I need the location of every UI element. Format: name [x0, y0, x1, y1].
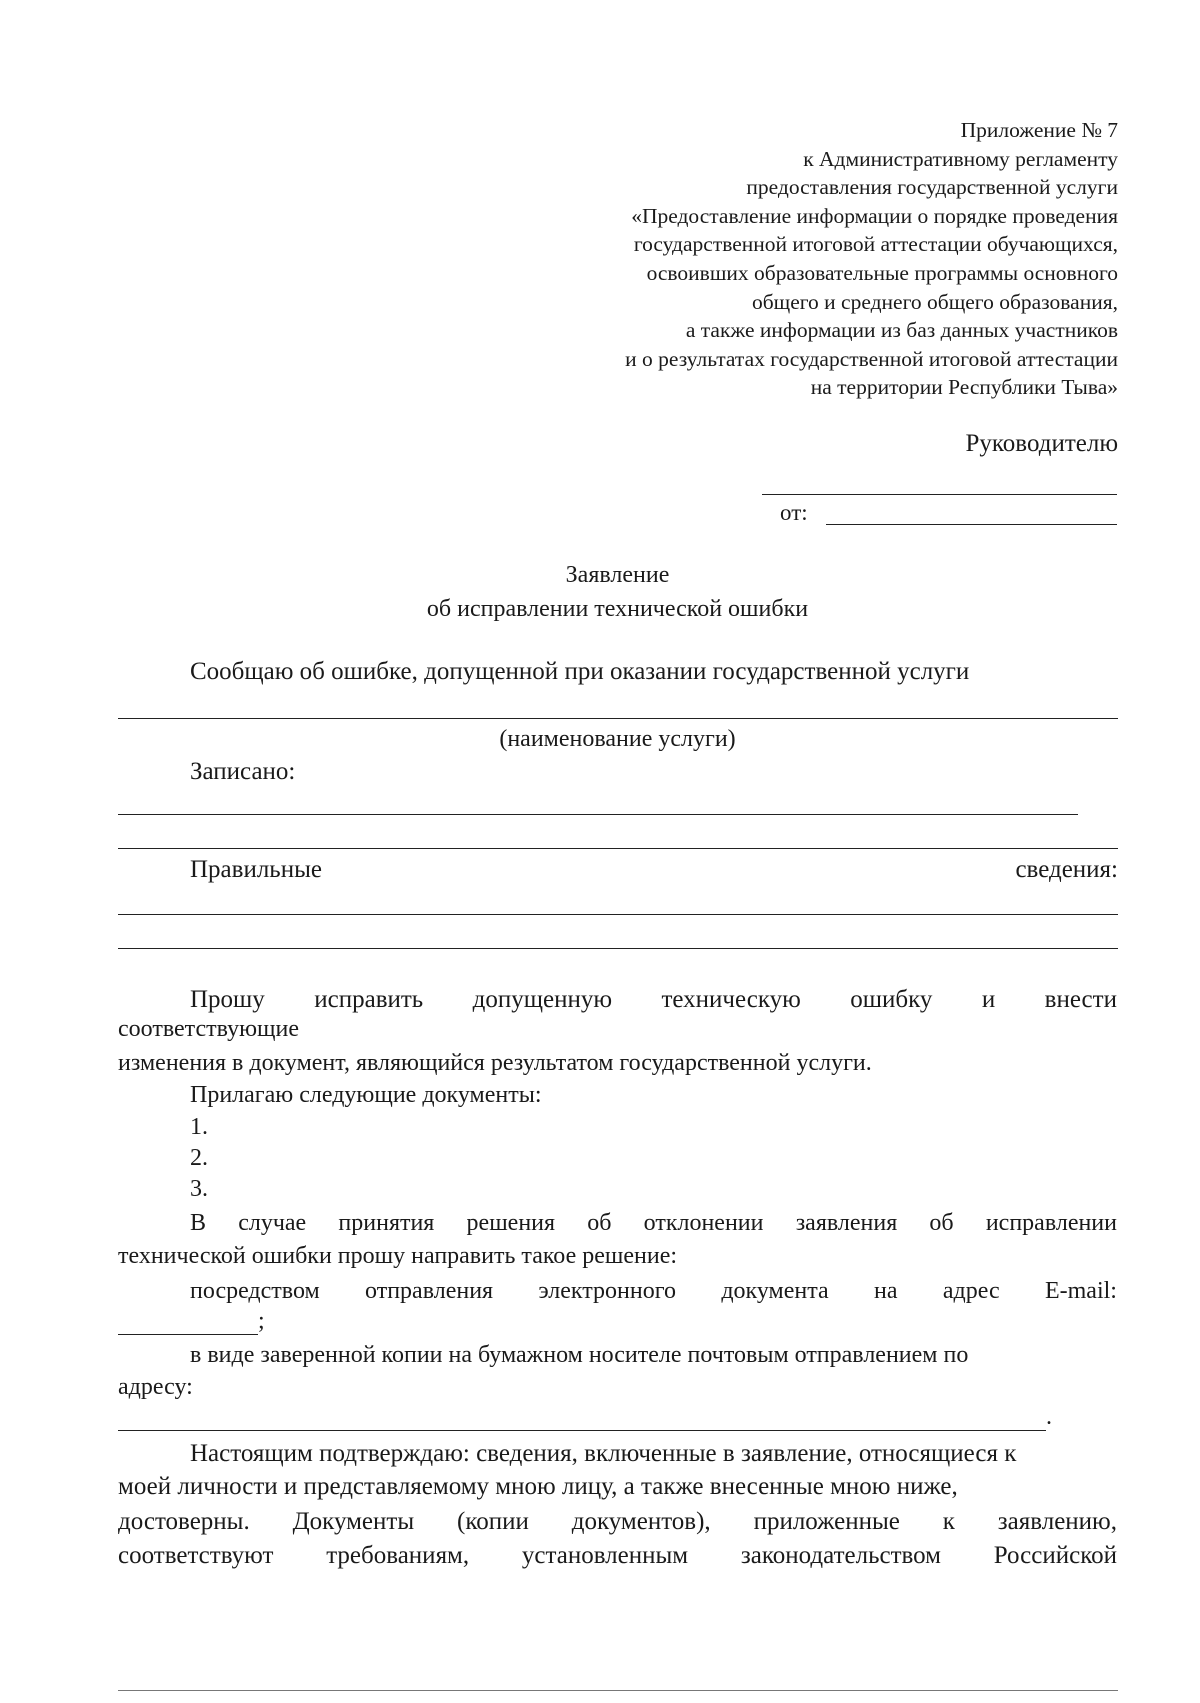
confirmation-word: соответствуют [118, 1542, 274, 1569]
written-line-2 [118, 848, 1118, 849]
paper-option-line-2: адресу: [118, 1374, 193, 1400]
confirmation-line-3 [118, 1508, 1117, 1536]
addressee-name-line [762, 494, 1117, 495]
email-option-word: электронного [538, 1278, 676, 1304]
confirmation-line-1: Настоящим подтверждаю: сведения, включенные в заявление, относящиеся к [190, 1440, 1017, 1467]
rejection-word: отклонении [643, 1210, 764, 1236]
confirmation-word: установленным [521, 1542, 689, 1569]
rejection-word: об [587, 1210, 612, 1236]
confirmation-word: Российской [993, 1542, 1117, 1569]
appendix-header-line: общего и среднего общего образования, [751, 289, 1118, 314]
appendix-header-line: а также информации из баз данных участников [685, 318, 1118, 343]
attachment-item: 3. [190, 1176, 208, 1202]
email-option-word: адрес [942, 1278, 1000, 1304]
request-word: внести [1044, 986, 1117, 1013]
addressee-label: Руководителю [965, 430, 1118, 457]
from-name-line [826, 524, 1117, 525]
correct-info-line-1 [118, 914, 1118, 915]
email-option-word: E-mail: [1044, 1278, 1117, 1304]
request-word: техническую [661, 986, 801, 1013]
email-option-word: отправления [365, 1278, 494, 1304]
request-word: ошибку [850, 986, 933, 1013]
rejection-line-2: технической ошибки прошу направить такое решение: [118, 1243, 678, 1269]
from-label: от: [780, 500, 808, 525]
confirmation-word: документов), [571, 1508, 711, 1535]
written-line-1 [118, 814, 1078, 815]
request-line-3: изменения в документ, являющийся результатом государственной услуги. [118, 1050, 872, 1076]
appendix-header-line: «Предоставление информации о порядке проведения [631, 203, 1118, 228]
appendix-header-line: Приложение № 7 [960, 118, 1118, 142]
confirmation-word: достоверны. [118, 1508, 250, 1535]
confirmation-word: к [942, 1508, 955, 1535]
request-word: исправить [314, 986, 424, 1013]
confirmation-word: приложенные [753, 1508, 900, 1535]
appendix-header-line: на территории Республики Тыва» [810, 375, 1118, 400]
confirmation-line-4 [118, 1542, 1117, 1570]
appendix-header [498, 116, 1118, 402]
request-word: и [981, 986, 996, 1013]
request-word: допущенную [472, 986, 613, 1013]
appendix-header-line: и о результатах государственной итоговой аттестации [625, 346, 1118, 371]
paper-option-line-1: в виде заверенной копии на бумажном носителе почтовым отправлением по [190, 1342, 969, 1368]
email-option-line [190, 1278, 1117, 1305]
request-line-1 [190, 986, 1117, 1014]
rejection-word: заявления [795, 1210, 898, 1236]
rejection-word: решения [466, 1210, 556, 1236]
confirmation-word: Документы [292, 1508, 415, 1535]
appendix-header-line: государственной итоговой аттестации обучающихся, [633, 232, 1118, 257]
address-line-end: . [1046, 1404, 1052, 1430]
service-name-line [118, 718, 1118, 719]
correct-info-label: Правильные [190, 856, 322, 883]
service-caption: (наименование услуги) [499, 726, 736, 752]
confirmation-word: заявлению, [997, 1508, 1117, 1535]
rejection-word: исправлении [985, 1210, 1117, 1236]
written-label: Записано: [190, 758, 296, 785]
correct-info-line-2 [118, 948, 1118, 949]
report-text: Сообщаю об ошибке, допущенной при оказании государственной услуги [190, 658, 970, 685]
document-title: Заявление [565, 562, 670, 588]
rejection-word: об [929, 1210, 954, 1236]
confirmation-word: требованиям, [326, 1542, 470, 1569]
page-bottom-edge [118, 1690, 1118, 1691]
confirmation-word: законодательством [740, 1542, 941, 1569]
email-option-word: документа [721, 1278, 829, 1304]
confirmation-line-2: моей личности и представляемому мною лицу, а также внесенные мною ниже, [118, 1473, 958, 1500]
email-blank-line [118, 1334, 258, 1335]
request-line-2: соответствующие [118, 1016, 300, 1042]
confirmation-word: (копии [457, 1508, 529, 1535]
rejection-word: случае [238, 1210, 307, 1236]
appendix-header-line: к Административному регламенту [803, 146, 1118, 171]
rejection-word: В [190, 1210, 207, 1236]
email-line-end: ; [258, 1308, 265, 1334]
address-blank-line [118, 1430, 1046, 1431]
rejection-word: принятия [338, 1210, 435, 1236]
rejection-line-1 [190, 1210, 1117, 1237]
email-option-word: посредством [190, 1278, 320, 1304]
attachments-label: Прилагаю следующие документы: [190, 1082, 542, 1108]
attachment-item: 1. [190, 1114, 208, 1140]
correct-info-label-end: сведения: [1015, 856, 1118, 883]
document-subtitle: об исправлении технической ошибки [426, 596, 809, 622]
appendix-header-line: предоставления государственной услуги [746, 175, 1118, 200]
email-option-word: на [874, 1278, 898, 1304]
appendix-header-line: освоивших образовательные программы основного [646, 260, 1118, 285]
attachment-item: 2. [190, 1145, 208, 1171]
request-word: Прошу [190, 986, 265, 1013]
